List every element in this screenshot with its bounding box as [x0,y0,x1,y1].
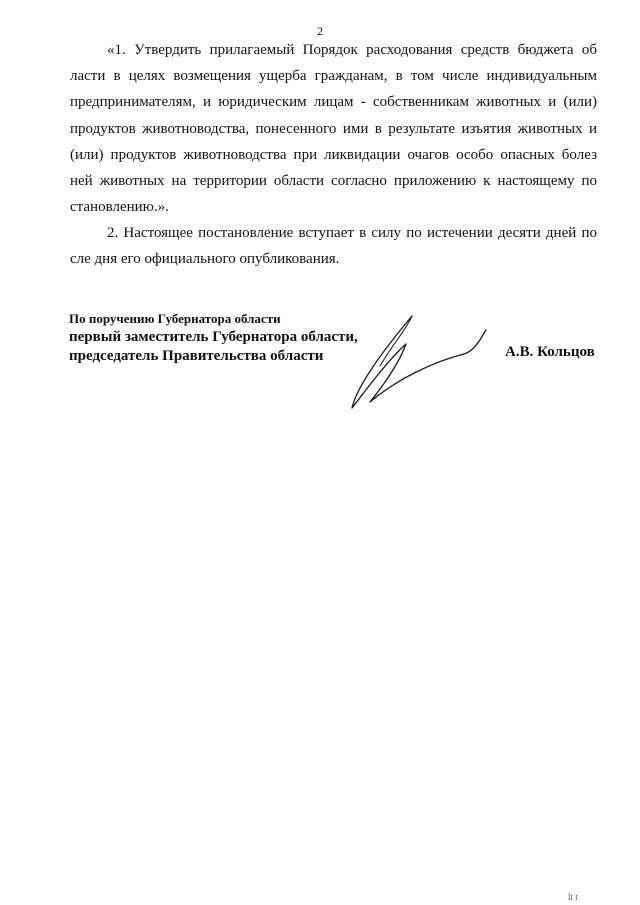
paragraph-line: ней животных на территории области согласно приложению к настоящему по [70,173,597,190]
paragraph-1-text [70,37,597,220]
signature-block [69,310,358,366]
paragraph-line: (или) продуктов животноводства при ликвидации очагов особо опасных болез [70,146,597,163]
handwritten-signature [340,310,500,415]
paragraph-line: становлению.». [70,199,169,216]
paragraph-2 [70,220,597,272]
paragraph-line: ласти в целях возмещения ущерба гражданам, в том числе индивидуальным [70,68,597,85]
signer-name: А.В. Кольцов [505,344,595,360]
paragraph-line: сле дня его официального опубликования. [70,251,340,268]
paragraph-line: 2. Настоящее постановление вступает в силу по истечении десяти дней по [107,225,597,241]
paragraph-2-text [70,220,597,272]
signature-position-line-1: первый заместитель Губернатора области, [69,329,358,345]
signature-authority-line: По поручению Губернатора области [69,311,281,326]
paragraph-1 [70,37,597,220]
signature-position-line-2: председатель Правительства области [69,348,324,364]
paragraph-line: «1. Утвердить прилагаемый Порядок расходования средств бюджета об [107,42,597,58]
page-number: 2 [317,24,323,38]
paragraph-line: продуктов животноводства, понесенного ими в результате изъятия животных и [70,120,597,137]
paragraph-line: предпринимателям, и юридическим лицам - собственникам животных и (или) [70,94,597,111]
footer-mark: lt t [568,892,578,902]
